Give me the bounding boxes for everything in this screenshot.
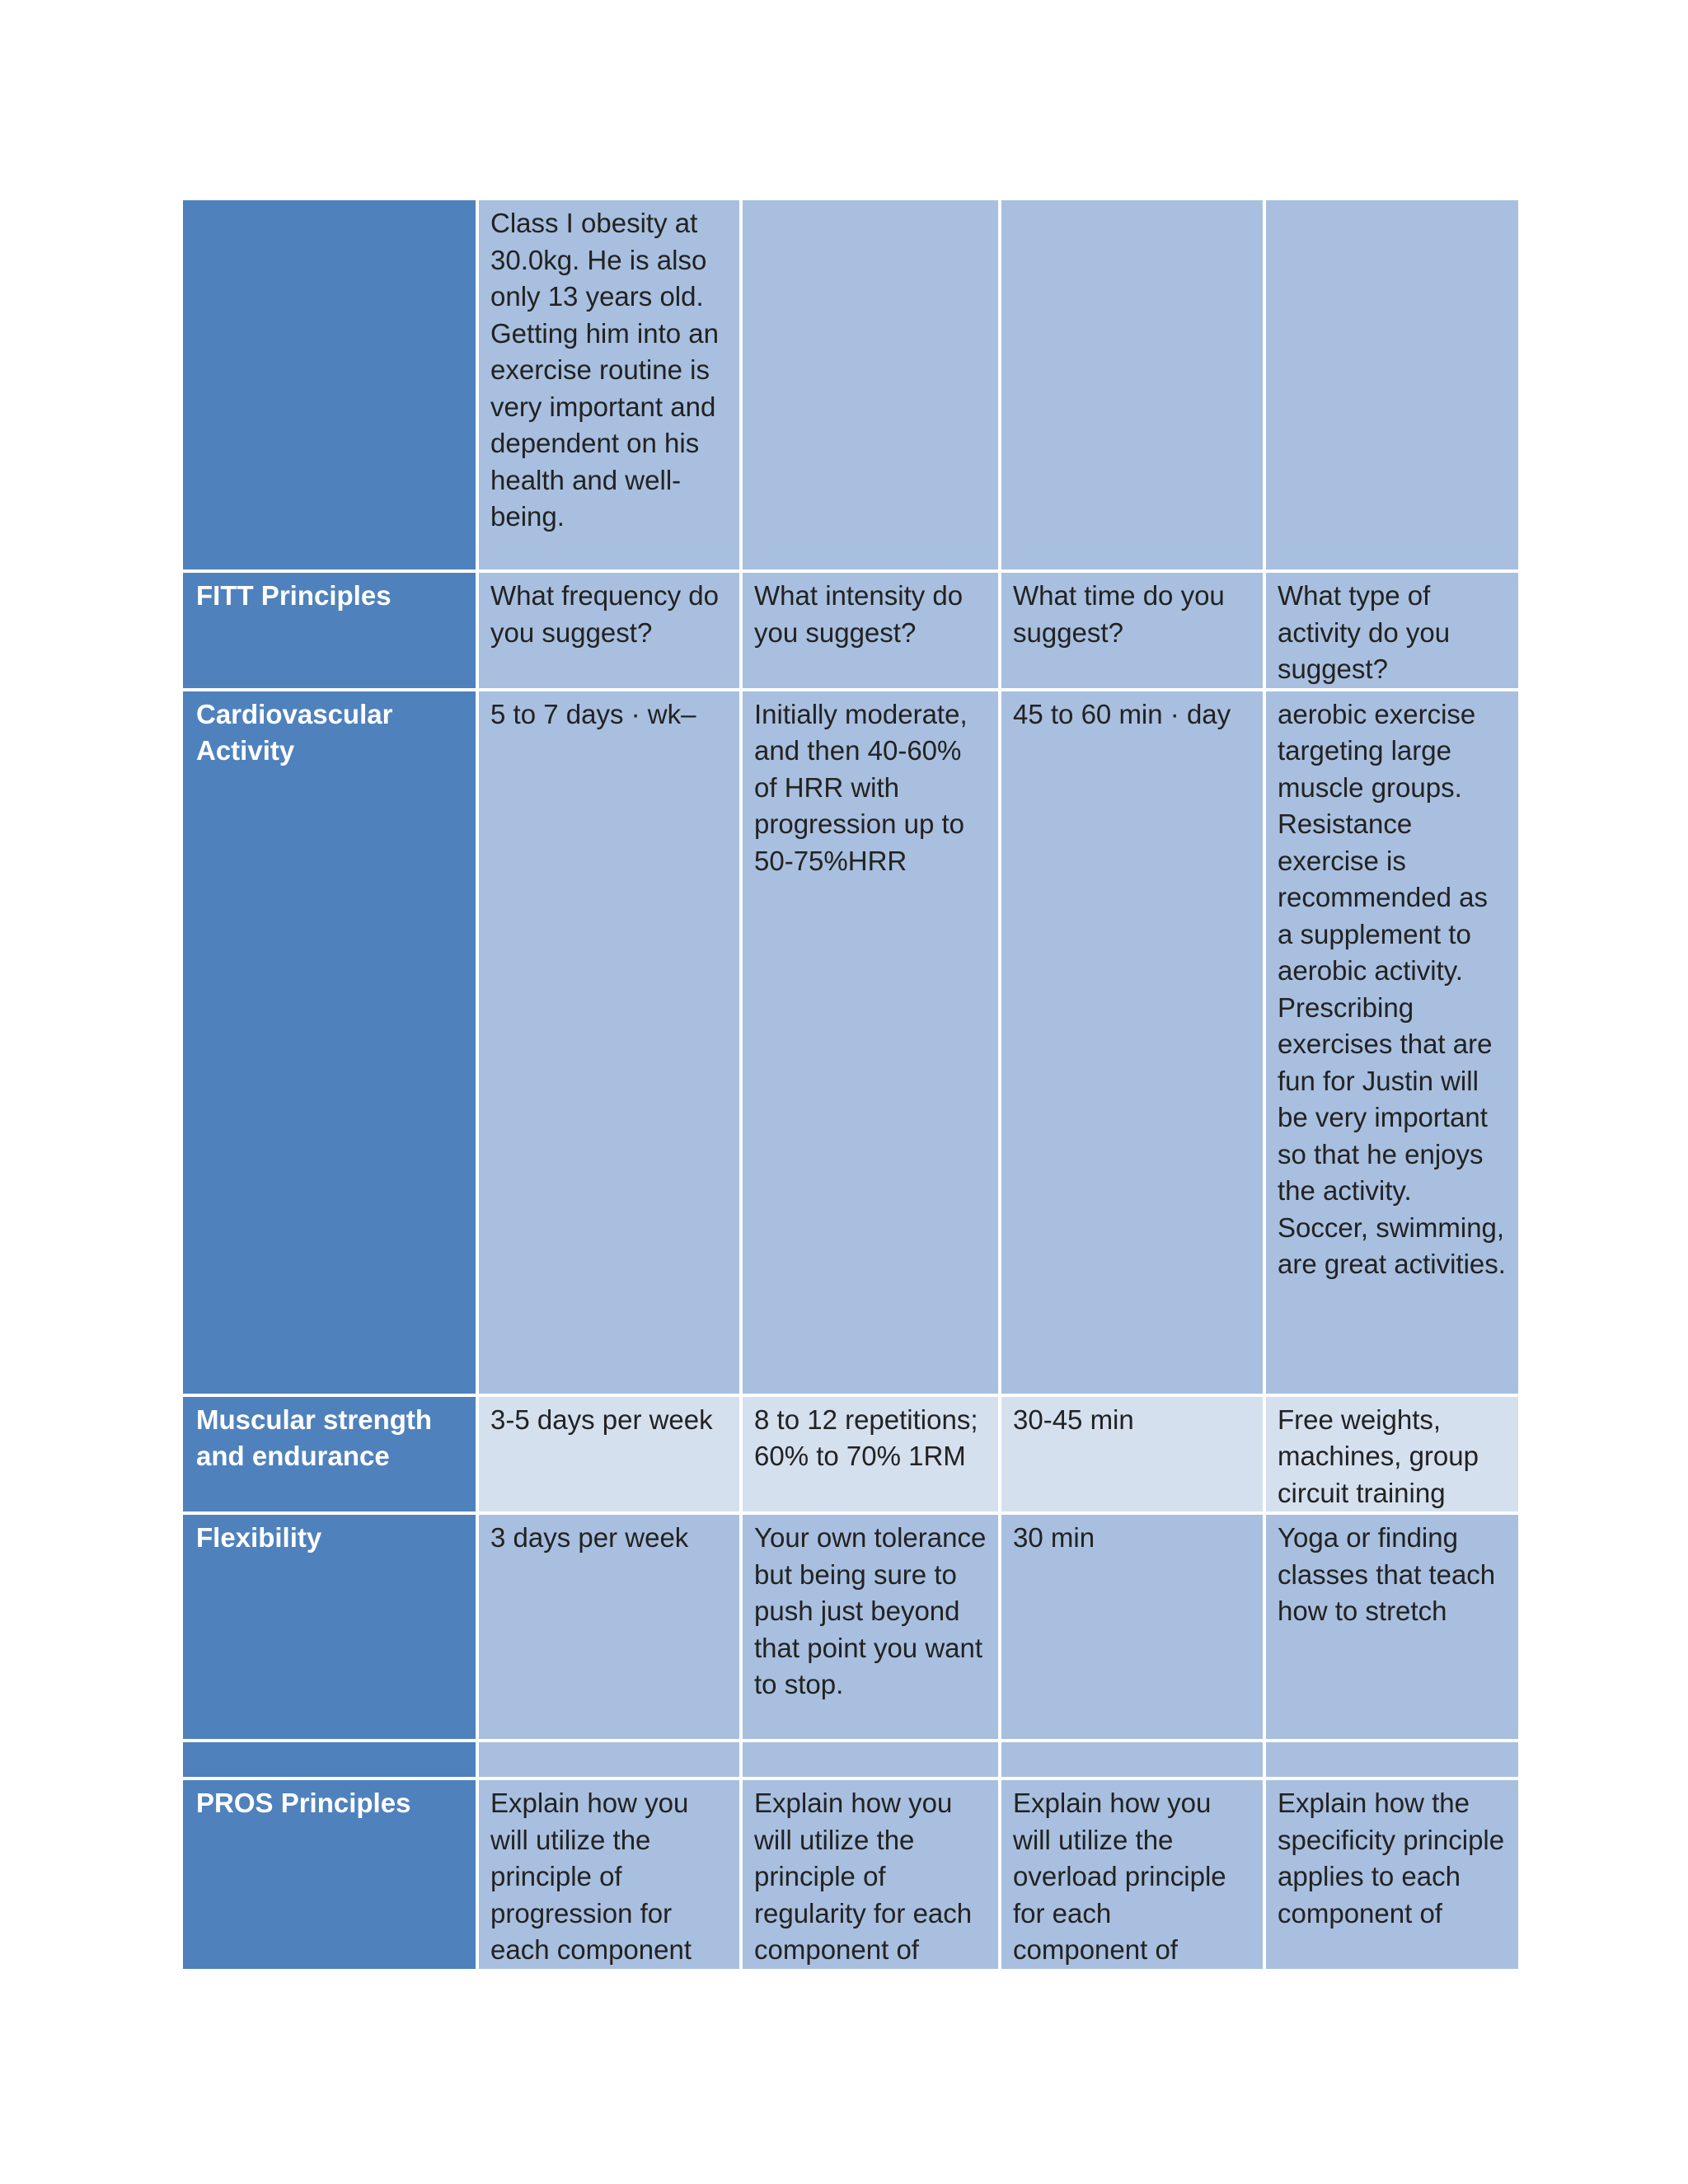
- fitt-table: [180, 197, 1522, 1972]
- row-header-fitt-principles: FITT Principles: [183, 573, 476, 688]
- table-cell: 5 to 7 days · wk–: [479, 691, 739, 1394]
- table-row: [183, 1742, 1518, 1777]
- table-cell: 30 min: [1001, 1515, 1263, 1739]
- table-cell: [743, 1742, 998, 1777]
- table-cell: Explain how you will utilize the overload principle for each component of: [1001, 1780, 1263, 1969]
- table-cell: 8 to 12 repetitions; 60% to 70% 1RM: [743, 1397, 998, 1512]
- row-header-cardiovascular-activity: Cardiovascular Activity: [183, 691, 476, 1394]
- row-header-muscular-strength: Muscular strength and endurance: [183, 1397, 476, 1512]
- table-cell: [1001, 1742, 1263, 1777]
- table-row: [183, 1515, 1518, 1739]
- table-cell: Initially moderate, and then 40-60% of HRR with progression up to 50-75%HRR: [743, 691, 998, 1394]
- table-row: [183, 200, 1518, 569]
- table-cell: 30-45 min: [1001, 1397, 1263, 1512]
- table-cell: [743, 200, 998, 569]
- table-cell: [1266, 200, 1518, 569]
- table-row: [183, 1397, 1518, 1512]
- row-header: [183, 200, 476, 569]
- table-row: [183, 1780, 1518, 1969]
- table-cell: [1266, 1742, 1518, 1777]
- table-cell: Explain how you will utilize the principle of regularity for each component of: [743, 1780, 998, 1969]
- table-row: [183, 691, 1518, 1394]
- table-cell: Class I obesity at 30.0kg. He is also only 13 years old. Getting him into an exercise routine is very important and dependent on his health and well-being.: [479, 200, 739, 569]
- row-header-pros-principles: PROS Principles: [183, 1780, 476, 1969]
- table-cell: [1001, 200, 1263, 569]
- table-cell: aerobic exercise targeting large muscle groups. Resistance exercise is recommended as a supplement to aerobic activity. Prescribing exercises that are fun for Justin will be very important so that he enjoys the activity. Soccer, swimming, are great activities.: [1266, 691, 1518, 1394]
- table-cell: Your own tolerance but being sure to push just beyond that point you want to stop.: [743, 1515, 998, 1739]
- table-cell: What intensity do you suggest?: [743, 573, 998, 688]
- table-cell: Explain how you will utilize the principle of progression for each component: [479, 1780, 739, 1969]
- table-cell: 3-5 days per week: [479, 1397, 739, 1512]
- table-cell: Free weights, machines, group circuit training: [1266, 1397, 1518, 1512]
- table-cell: What frequency do you suggest?: [479, 573, 739, 688]
- table-cell: What time do you suggest?: [1001, 573, 1263, 688]
- table-cell: Yoga or finding classes that teach how to stretch: [1266, 1515, 1518, 1739]
- table-row: [183, 573, 1518, 688]
- row-header: [183, 1742, 476, 1777]
- table-cell: What type of activity do you suggest?: [1266, 573, 1518, 688]
- table-cell: Explain how the specificity principle applies to each component of: [1266, 1780, 1518, 1969]
- row-header-flexibility: Flexibility: [183, 1515, 476, 1739]
- table-cell: 45 to 60 min · day: [1001, 691, 1263, 1394]
- table-cell: 3 days per week: [479, 1515, 739, 1739]
- table-cell: [479, 1742, 739, 1777]
